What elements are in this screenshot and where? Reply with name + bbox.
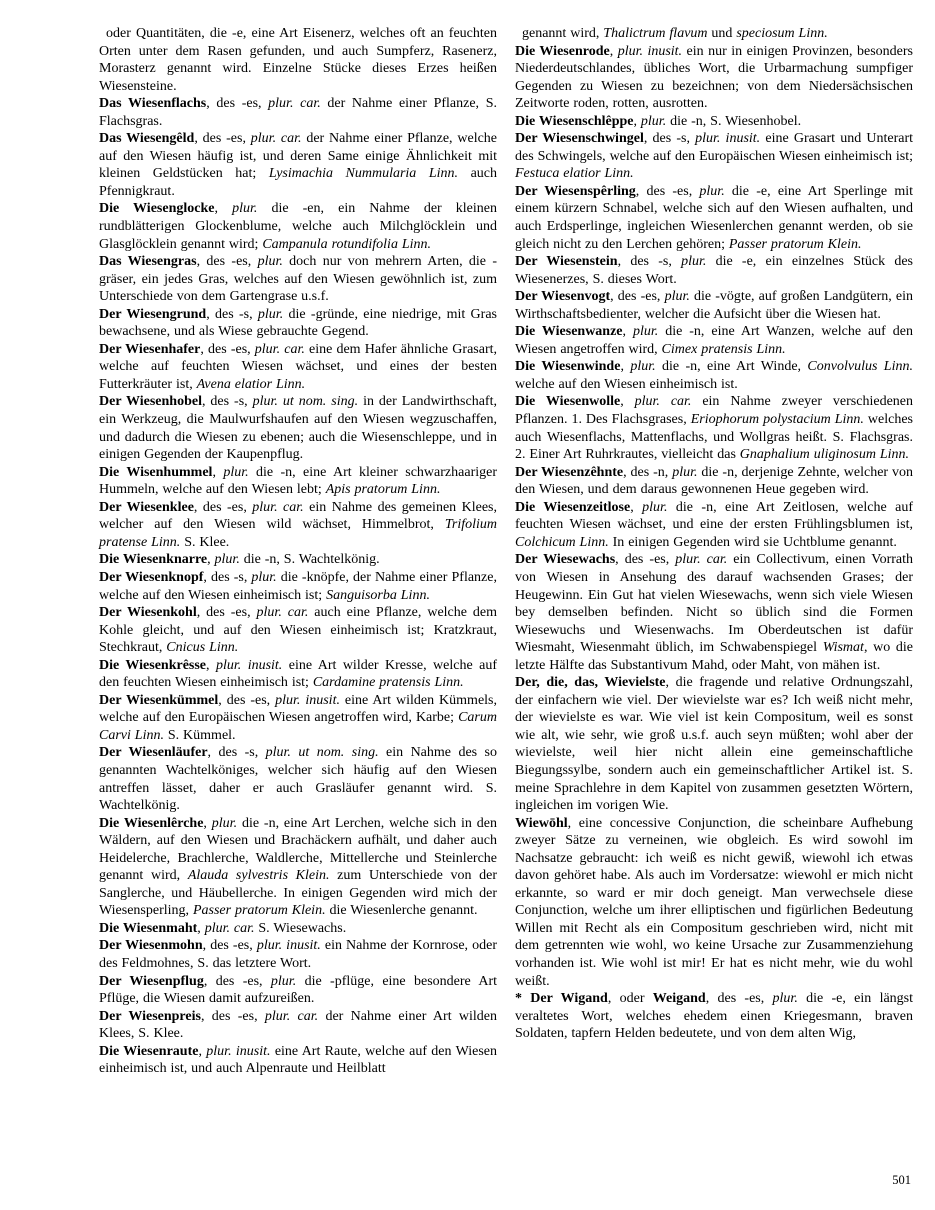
entry-text: eine Art wilden Kümmels, welche auf den Europäischen Wiesen angetroffen wird, Karbe; xyxy=(99,692,498,726)
dictionary-entry xyxy=(515,393,913,463)
dictionary-entry xyxy=(515,499,913,552)
headword: Das Wiesengras xyxy=(99,254,197,270)
entry-text: , des -es, xyxy=(196,254,258,270)
entry-text: , xyxy=(609,43,618,59)
dictionary-entry xyxy=(99,973,497,1008)
headword: Der Wiesenpreis xyxy=(99,1008,201,1024)
entry-text: die -n, eine Art Winde, xyxy=(655,359,808,375)
headword: Der Wiesenhafer xyxy=(99,341,201,357)
entry-text: zum Unterschiede von der Sanglerche, und Häubellerche. In einigen Gegenden wird mich der Wiesensperling, xyxy=(99,868,497,919)
entry-text: eine Art Raute, welche auf den Wiesen einheimisch ist, und auch Alpenraute und Heilblatt xyxy=(99,1043,497,1077)
latin-term: plur. car. xyxy=(675,552,728,568)
headword: * Der Wigand xyxy=(515,991,608,1007)
entry-text: die -vögte, auf großen Landgütern, ein Wirthschaftsbedienter, welcher die Aufsicht über die Wiesen hat. xyxy=(515,289,914,322)
headword: Der, die, das, Wievielste xyxy=(515,675,666,691)
dictionary-entry xyxy=(515,674,913,814)
headword: Der Wiesenläufer xyxy=(99,745,208,761)
entry-text: S. Klee. xyxy=(180,534,230,550)
entry-text: , xyxy=(633,113,641,129)
entry-continuation xyxy=(99,25,497,95)
dictionary-entry xyxy=(515,358,913,393)
headword: Die Wiesenschlêppe xyxy=(515,113,634,129)
entry-text: , des -es, xyxy=(200,341,255,357)
dictionary-entry xyxy=(99,253,497,306)
entry-text: die Wiesenlerche genannt. xyxy=(325,903,478,919)
latin-term: Convolvulus Linn. xyxy=(807,359,913,375)
headword: Der Wiesenvogt xyxy=(515,289,611,305)
latin-term: Festuca elatior Linn. xyxy=(515,166,634,182)
headword: Der Wiesenhobel xyxy=(99,394,202,410)
entry-text: die -e, eine Art Sperlinge mit einem kürzern Schnabel, welche sich auf den Wiesen aufhalten, und auch Erdsperlinge, ingleichen Wiesenlerchen genannt werden, ob sie gleich nicht zu den Lerchen gehören; xyxy=(515,183,913,252)
entry-text: , xyxy=(207,552,215,568)
latin-term: plur. ut nom. sing. xyxy=(265,745,379,761)
latin-term: plur. inusit. xyxy=(206,1043,271,1059)
page-number: 501 xyxy=(892,1173,911,1187)
entry-text: der Nahme einer Art wilden Klees, S. Klee. xyxy=(99,1008,498,1042)
latin-term: Passer pratorum Klein. xyxy=(192,903,326,919)
dictionary-entry xyxy=(99,692,497,745)
headword: Die Wiesenraute xyxy=(99,1043,199,1059)
entry-text: der Nahme einer Pflanze, welche auf den Wiesen häufig ist, und deren Same einige Ähnlichkeit mit kleinen Geldstücken hat; xyxy=(99,131,498,182)
entry-text: , xyxy=(198,1043,207,1059)
entry-text: die -n, eine Art kleiner schwarzhaariger Hummeln, welche auf den Wiesen lebt; xyxy=(99,464,497,498)
headword: Der Wiesewachs xyxy=(515,552,616,568)
entry-text: , xyxy=(203,815,212,831)
headword: Die Wiesenrode xyxy=(515,43,610,59)
entry-text: , des -s, xyxy=(206,306,258,322)
latin-term: Lysimachia Nummularia Linn. xyxy=(268,166,459,182)
dictionary-entry xyxy=(99,306,497,341)
dictionary-entry xyxy=(99,1043,497,1078)
entry-text: ein Nahme zweyer verschiedenen Pflanzen. 1. Des Flachsgrases, xyxy=(515,394,913,428)
latin-term: Avena elatior Linn. xyxy=(196,376,306,392)
entry-text: , des -es, xyxy=(194,131,251,147)
dictionary-entry xyxy=(99,95,497,130)
dictionary-entry xyxy=(515,990,913,1043)
latin-term: Carum Carvi Linn. xyxy=(99,710,497,743)
headword: Der Wiesenkohl xyxy=(99,605,197,621)
headword: Die Wisenhummel xyxy=(99,464,213,480)
latin-term: plur. car. xyxy=(252,499,304,515)
entry-text: , des -es, xyxy=(705,991,773,1007)
latin-term: plur. xyxy=(772,991,798,1007)
dictionary-entry xyxy=(99,499,497,552)
latin-term: plur. inusit. xyxy=(695,131,761,147)
latin-term: plur. inusit. xyxy=(256,938,321,954)
entry-text: die -n, eine Art Wanzen, welche auf den Wiesen angetroffen wird, xyxy=(515,324,914,357)
dictionary-entry xyxy=(99,604,497,657)
headword: Der Wiesenschwingel xyxy=(515,131,644,147)
entry-text: , xyxy=(212,464,224,480)
dictionary-entry xyxy=(99,393,497,463)
entry-text: , die fragende und relative Ordnungszahl, der einfachern wie viel. Der wievielste war es? Ich weiß nicht mehr, der wievielste es war. Wie viel ist kein Compositum, weil es sonst wie alt, wie sehr, wie groß u.s.f. auch seyn müßten; wohl aber der wievielste, weil hier nicht allein eine gemeinschaftliche Biegungssylbe, sondern auch ein gemeinschaftlicher Artikel ist. S. meine Sprachlehre in dem Kapitel von zusammen gesetzten Wörtern, ingleichen im vorigen Wie. xyxy=(515,675,913,814)
entry-text: In einigen Gegenden wird sie Uchtblume genannt. xyxy=(608,534,897,550)
dictionary-entry xyxy=(99,657,497,692)
entry-text: auch eine Pflanze, welche dem Kohle gleicht, und auf den Wiesen einheimisch ist; Kratzkraut, Stechkraut, xyxy=(99,605,498,656)
headword: Der Wiesenkümmel xyxy=(99,692,219,708)
latin-term: Campanula rotundifolia Linn. xyxy=(262,236,432,252)
latin-term: plur. xyxy=(630,359,656,375)
latin-term: plur. xyxy=(642,499,668,515)
entry-text: die -n, S. Wachtelkönig. xyxy=(239,552,380,568)
headword: Die Wiesenzeitlose xyxy=(515,499,631,515)
latin-term: plur. car. xyxy=(264,1008,319,1024)
latin-term: Sanguisorba Linn. xyxy=(326,587,430,603)
latin-term: plur. xyxy=(681,254,707,270)
headword: Die Wiesenwolle xyxy=(515,394,621,410)
dictionary-entry xyxy=(515,815,913,990)
latin-term: plur. xyxy=(672,464,698,480)
latin-term: Cimex pratensis Linn. xyxy=(661,341,786,357)
latin-term: plur. xyxy=(270,973,297,989)
latin-term: plur. inusit. xyxy=(617,43,683,59)
latin-term: Cardamine pratensis Linn. xyxy=(312,675,464,691)
entry-text: S. Kümmel. xyxy=(163,727,236,743)
latin-term: plur. inusit. xyxy=(215,657,283,673)
dictionary-entry xyxy=(99,1008,497,1043)
entry-text: die -n, eine Art Lerchen, welche sich in den Wäldern, auf den Wiesen und Brachäckern aufhält, und daher auch Heidelerche, Brachlerche, Waldlerche, Mittellerche und Steinlerche genannt wird, xyxy=(99,815,497,884)
right-column xyxy=(515,25,913,1078)
latin-term: plur. car. xyxy=(204,920,255,936)
entry-text: die -e, ein einzelnes Stück des Wiesenerzes, S. dieses Wort. xyxy=(515,254,913,287)
dictionary-entry xyxy=(515,253,913,288)
headword: Der Wiesenpflug xyxy=(99,973,204,989)
entry-text: , des -es, xyxy=(206,96,269,112)
headword: Der Wiesenklee xyxy=(99,499,194,515)
headword: Die Wiesenglocke xyxy=(99,201,215,217)
entry-text: ein Nahme der Kornrose, oder des Feldmohnes, S. das letztere Wort. xyxy=(99,938,497,971)
dictionary-entry xyxy=(99,130,497,200)
entry-text: , des -es, xyxy=(218,692,276,708)
entry-text: , oder xyxy=(607,991,653,1007)
entry-text: die -n, derjenige Zehnte, welcher von den Wiesen, und dem daraus gewonnenen Heue gegeben wird. xyxy=(515,464,914,498)
entry-text: , des -s, xyxy=(203,569,252,585)
entry-text: , des -es, xyxy=(203,973,271,989)
entry-text: , des -es, xyxy=(615,552,676,568)
dictionary-entry xyxy=(99,744,497,814)
entry-text: , des -es, xyxy=(200,1008,265,1024)
entry-text: auch Pfennigkraut. xyxy=(99,166,498,199)
entry-text: der Nahme einer Pflanze, S. Flachsgras. xyxy=(99,96,497,129)
latin-term: Alauda sylvestris Klein. xyxy=(187,868,330,884)
headword: Die Wiesenmaht xyxy=(99,920,198,936)
entry-text: welche auf den Wiesen einheimisch ist. xyxy=(515,376,738,392)
entry-text: , xyxy=(622,324,633,340)
entry-text: , xyxy=(630,499,643,515)
headword: Der Wiesenzêhnte xyxy=(515,464,624,480)
entry-text: die -en, ein Nahme der kleinen rundblätterigen Glockenblume, welche auch Milchglöcklein und Glasglöcklein genannt wird; xyxy=(99,201,498,252)
dictionary-entry xyxy=(99,200,497,253)
dictionary-entry xyxy=(515,113,913,131)
latin-term: Apis pratorum Linn. xyxy=(325,482,441,498)
entry-text: , des -es, xyxy=(610,289,665,305)
latin-term: Cnicus Linn. xyxy=(166,640,239,656)
headword: Der Wiesenspêrling xyxy=(515,183,636,199)
entry-text: , xyxy=(214,201,233,217)
headword: Das Wiesengêld xyxy=(99,131,195,147)
dictionary-entry xyxy=(99,341,497,394)
latin-term: Eriophorum polystacium Linn. xyxy=(690,412,864,428)
latin-term: Trifolium pratense Linn. xyxy=(99,517,497,550)
entry-text: welches auch Wiesenflachs, Mattenflachs, und Wollgras heißt. S. Flachsgras. 2. Einer Art Ruhrkrautes, vielleicht das xyxy=(515,412,913,463)
entry-text: die -e, ein längst veraltetes Wort, welches ehedem einen Kriegesmann, braven Soldaten, tapfern Helden bedeutete, und von dem alten Wig, xyxy=(515,991,914,1042)
entry-text: , des -es, xyxy=(196,605,257,621)
entry-text: ein Nahme des so genannten Wachtelköniges, welcher sich häufig auf den Wiesen antreffen lässet, daher er auch Grasläufer genannt wird. S. Wachtelkönig. xyxy=(99,745,497,814)
dictionary-entry xyxy=(99,569,497,604)
dictionary-entry xyxy=(99,920,497,938)
latin-term: Thalictrum flavum xyxy=(603,26,708,41)
dictionary-entry xyxy=(99,551,497,569)
headword: Das Wiesenflachs xyxy=(99,96,207,112)
entry-text: eine Grasart und Unterart des Schwingels, welche auf den Europäischen Wiesen einheimisch ist; xyxy=(515,131,913,164)
entry-text: , des -es, xyxy=(202,938,257,954)
entry-text: eine dem Hafer ähnliche Grasart, welche auf feuchten Wiesen wächset, und eines der besten Futterkräuter ist, xyxy=(99,341,497,392)
entry-text: , des -es, xyxy=(193,499,253,515)
entry-text: , xyxy=(620,359,631,375)
latin-term: plur. xyxy=(251,569,277,585)
dictionary-entry xyxy=(515,323,913,358)
latin-term: plur. car. xyxy=(634,394,692,410)
headword: Wiewōhl xyxy=(515,815,568,831)
headword: Der Wiesengrund xyxy=(99,306,207,322)
dictionary-entry xyxy=(515,130,913,183)
latin-term: plur. car. xyxy=(256,605,309,621)
dictionary-entry xyxy=(515,183,913,253)
entry-text: eine Art wilder Kresse, welche auf den feuchten Wiesen einheimisch ist; xyxy=(99,657,497,691)
entry-text: die -n, S. Wiesenhobel. xyxy=(666,113,802,129)
entry-text: , xyxy=(197,920,205,936)
headword: Die Wiesenknarre xyxy=(99,552,208,568)
latin-term: plur. xyxy=(232,201,258,217)
headword: Der Wiesenknopf xyxy=(99,569,204,585)
latin-term: plur. car. xyxy=(268,96,321,112)
entry-text: die -gründe, eine niedrige, mit Gras bewachsene, und als Wiese gebrauchte Gegend. xyxy=(99,306,497,340)
latin-term: plur. xyxy=(211,815,238,831)
entry-text: , wo die letzte Hälfte das Substantivum Mahd, oder Maht, von mähen ist. xyxy=(515,640,914,673)
entry-text: ein Nahme des gemeinen Klees, welcher auf den Wiesen wild wächset, Himmelbrot, xyxy=(99,499,497,533)
latin-term: plur. xyxy=(257,254,283,270)
headword: Die Wiesenkrêsse xyxy=(99,657,207,673)
dictionary-entry xyxy=(99,815,497,920)
headword: Die Wiesenwinde xyxy=(515,359,621,375)
latin-term: plur. xyxy=(223,464,249,480)
entry-text: , des -s, xyxy=(643,131,696,147)
entry-text: , xyxy=(620,394,635,410)
entry-text: genannt wird, xyxy=(522,26,604,41)
entry-text: , des -n, xyxy=(623,464,673,480)
entry-text: , xyxy=(206,657,216,673)
entry-text: die -n, eine Art Zeitlosen, welche auf feuchten Wiesen wächset, und eine der ersten Frühlingsblumen ist, xyxy=(515,499,913,533)
entry-text: die -knöpfe, der Nahme einer Pflanze, welche auf den Wiesen einheimisch ist; xyxy=(99,569,497,603)
entry-text: S. Wiesewachs. xyxy=(254,920,347,936)
entry-text: ein Collectivum, einen Vorrath von Wiesen in Ansehung des darauf wachsenden Grases; der Heugewinn. Ein Gut hat vielen Wiesewachs, wenn sich viele Wiesen bey demselben befinden. Nicht so üblich sind die Formen Wiesewuchs und Wiesenwachs. Im Oberdeutschen ist dafür Wiesmaht, Wiesenmaht üblich, im Schwabenspiegel xyxy=(515,552,914,656)
entry-text: in der Landwirthschaft, ein Werkzeug, die Maulwurfshaufen auf den Wiesen wegzuschaffen, und dadurch die Wiesen zu ebenen; auch die Wiesenschleppe, und in einigen Gegenden der Kaupenpflug. xyxy=(99,394,497,463)
dictionary-entry xyxy=(99,464,497,499)
latin-term: plur. xyxy=(632,324,659,340)
latin-term: Passer pratorum Klein. xyxy=(728,236,862,252)
dictionary-entry xyxy=(515,464,913,499)
headword: Der Wiesenmohn xyxy=(99,938,203,954)
dictionary-entry xyxy=(515,43,913,113)
entry-text: doch nur von mehrern Arten, die -gräser, ein jedes Gras, welches auf den Wiesen gewöhnlich ist, zum Unterschiede von dem Gartengrase u.s.f. xyxy=(99,254,498,305)
latin-term: speciosum Linn. xyxy=(736,26,828,41)
entry-text: , des -es, xyxy=(635,183,700,199)
latin-term: plur. xyxy=(257,306,284,322)
headword: Die Wiesenlêrche xyxy=(99,815,204,831)
latin-term: Colchicum Linn. xyxy=(515,534,609,550)
latin-term: plur. ut nom. sing. xyxy=(252,394,359,410)
entry-text: , des -s, xyxy=(617,254,682,270)
latin-term: plur. xyxy=(640,113,667,129)
latin-term: plur. xyxy=(214,552,240,568)
left-column xyxy=(99,25,497,1078)
latin-term: plur. inusit. xyxy=(275,692,340,708)
dictionary-entry xyxy=(515,288,913,323)
entry-text: und xyxy=(707,26,737,41)
latin-term: plur. xyxy=(664,289,690,305)
latin-term: plur. car. xyxy=(254,341,305,357)
latin-term: plur. xyxy=(699,183,725,199)
latin-term: plur. car. xyxy=(250,131,302,147)
entry-text: , des -s, xyxy=(207,745,266,761)
entry-text: oder Quantitäten, die -e, eine Art Eisenerz, welches oft an feuchten Orten unter dem Rasen gefunden, und auch Sumpferz, Rasenerz, Morasterz genannt wird. Einzelne Stücke dieses Erzes heißen Wiesensteine. xyxy=(99,26,497,94)
entry-continuation xyxy=(515,25,913,43)
dictionary-entry xyxy=(99,937,497,972)
headword: Der Wiesenstein xyxy=(515,254,618,270)
latin-term: Wismat xyxy=(822,640,864,656)
entry-text: die -pflüge, eine besondere Art Pflüge, die Wiesen damit aufzureißen. xyxy=(99,973,498,1007)
entry-text: , eine concessive Conjunction, die scheinbare Aufhebung zweyer Sätze zu verneinen, wie obgleich. Es wird sowohl im Nachsatze gebraucht: ich weiß es nicht gewiß, wiewohl ich etwas davon gehöret habe. Als auch im Vordersatze: wiewohl er mich nicht erkannte, so ward er mir doch geneigt. Man verwechsele diese Conjunction, welche um ihrer elliptischen und figürlichen Bedeutung Willen mit Recht als ein Compositum geschrieben wird, nicht mit dem getrennten wie wohl, wo keine Ursache zur Zusammenziehung vorhanden ist. Wie wohl ist mir! Er hat es nicht mehr, wie du wohl weißt. xyxy=(515,815,913,989)
entry-text: ein nur in einigen Provinzen, besonders Niederdeutschlandes, übliches Wort, die Urbarmachung sumpfiger Gegenden zu Wiesen zu bezeichnen; von dem Niedersächsischen Zeitworte roden, rotten, ausrotten. xyxy=(515,43,914,112)
headword: Weigand xyxy=(652,991,706,1007)
latin-term: Gnaphalium uliginosum Linn. xyxy=(739,447,910,463)
entry-text: , des -s, xyxy=(201,394,253,410)
headword: Die Wiesenwanze xyxy=(515,324,623,340)
dictionary-entry xyxy=(515,551,913,674)
